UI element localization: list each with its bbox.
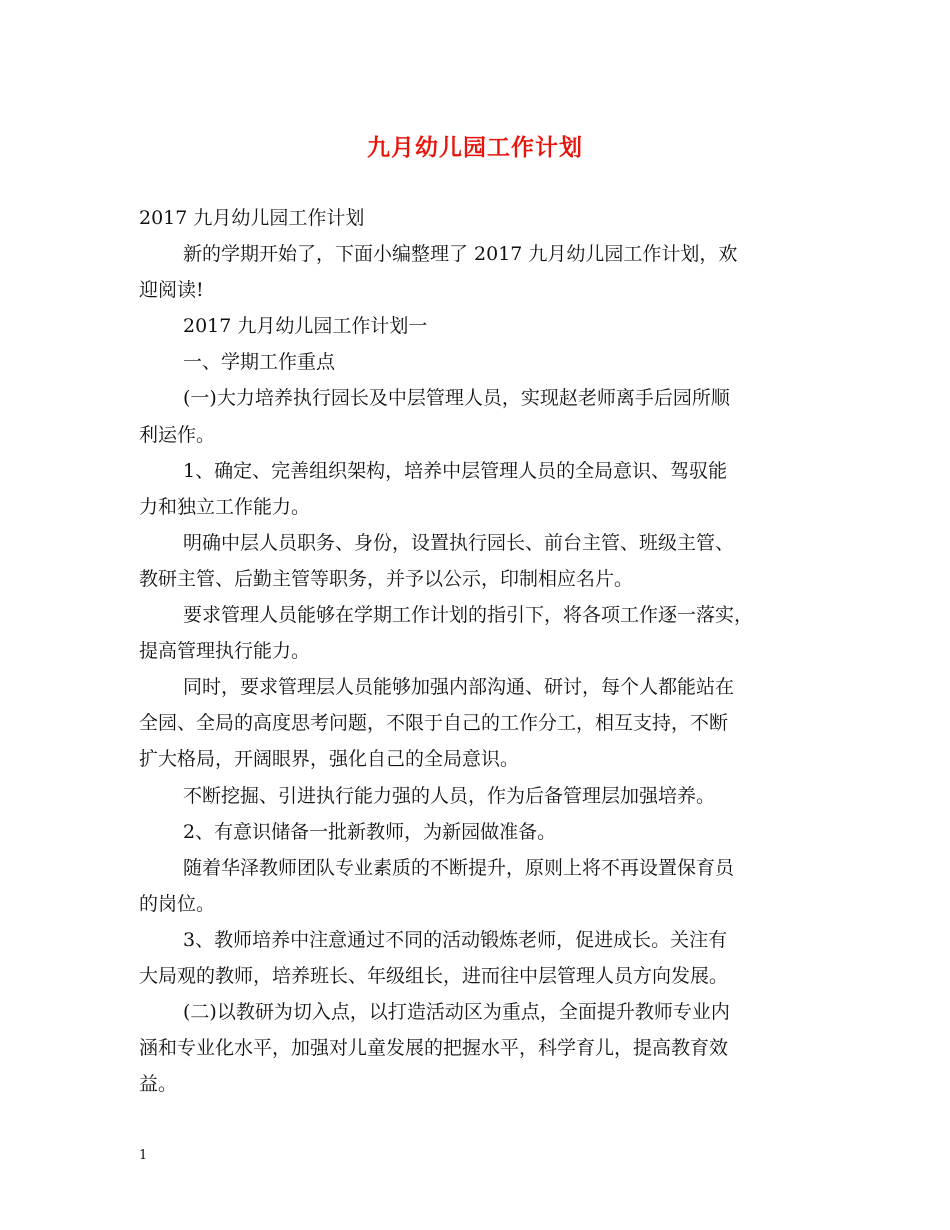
text-line: 2017 九月幼儿园工作计划 — [139, 207, 365, 229]
text-line: 2、有意识储备一批新教师，为新园做准备。 — [183, 820, 557, 843]
text-line: 提高管理执行能力。 — [139, 640, 311, 663]
text-line: 益。 — [139, 1073, 178, 1096]
text-line: 3、教师培养中注意通过不同的活动锻炼老师，促进成长。关注有 — [183, 928, 728, 951]
text-line: (一)大力培养执行园长及中层管理人员，实现赵老师离手后园所顺 — [183, 387, 730, 410]
text-line: 利运作。 — [139, 423, 216, 446]
text-line: 2017 九月幼儿园工作计划一 — [183, 315, 428, 338]
text-line: 迎阅读! — [139, 279, 204, 302]
text-line: 力和独立工作能力。 — [139, 495, 311, 518]
text-line: 扩大格局，开阔眼界，强化自己的全局意识。 — [139, 748, 520, 771]
text-line: (二)以教研为切入点，以打造活动区为重点，全面提升教师专业内 — [183, 1001, 730, 1024]
text-line: 明确中层人员职务、身份，设置执行园长、前台主管、班级主管、 — [183, 531, 735, 554]
text-line: 一、学期工作重点 — [183, 351, 336, 374]
document-body — [139, 200, 819, 1102]
text-line: 涵和专业化水平，加强对儿童发展的把握水平，科学育儿，提高教育效 — [139, 1037, 729, 1060]
text-line: 1、确定、完善组织架构，培养中层管理人员的全局意识、驾驭能 — [183, 459, 728, 482]
text-line: 随着华泽教师团队专业素质的不断提升，原则上将不再设置保育员 — [183, 856, 735, 879]
text-line: 全园、全局的高度思考问题，不限于自己的工作分工，相互支持，不断 — [139, 712, 729, 735]
text-line: 新的学期开始了，下面小编整理了 2017 九月幼儿园工作计划，欢 — [183, 243, 738, 266]
text-line: 的岗位。 — [139, 892, 216, 915]
text-line: 大局观的教师，培养班长、年级组长，进而往中层管理人员方向发展。 — [139, 964, 729, 987]
text-line: 不断挖掘、引进执行能力强的人员，作为后备管理层加强培养。 — [183, 784, 716, 807]
text-line: 教研主管、后勤主管等职务，并予以公示，印制相应名片。 — [139, 567, 634, 590]
document-title: 九月幼儿园工作计划 — [367, 134, 583, 161]
text-line: 同时，要求管理层人员能够加强内部沟通、研讨，每个人都能站在 — [183, 676, 735, 699]
page-number: 1 — [139, 1148, 148, 1163]
text-line: 要求管理人员能够在学期工作计划的指引下，将各项工作逐一落实， — [183, 604, 754, 627]
